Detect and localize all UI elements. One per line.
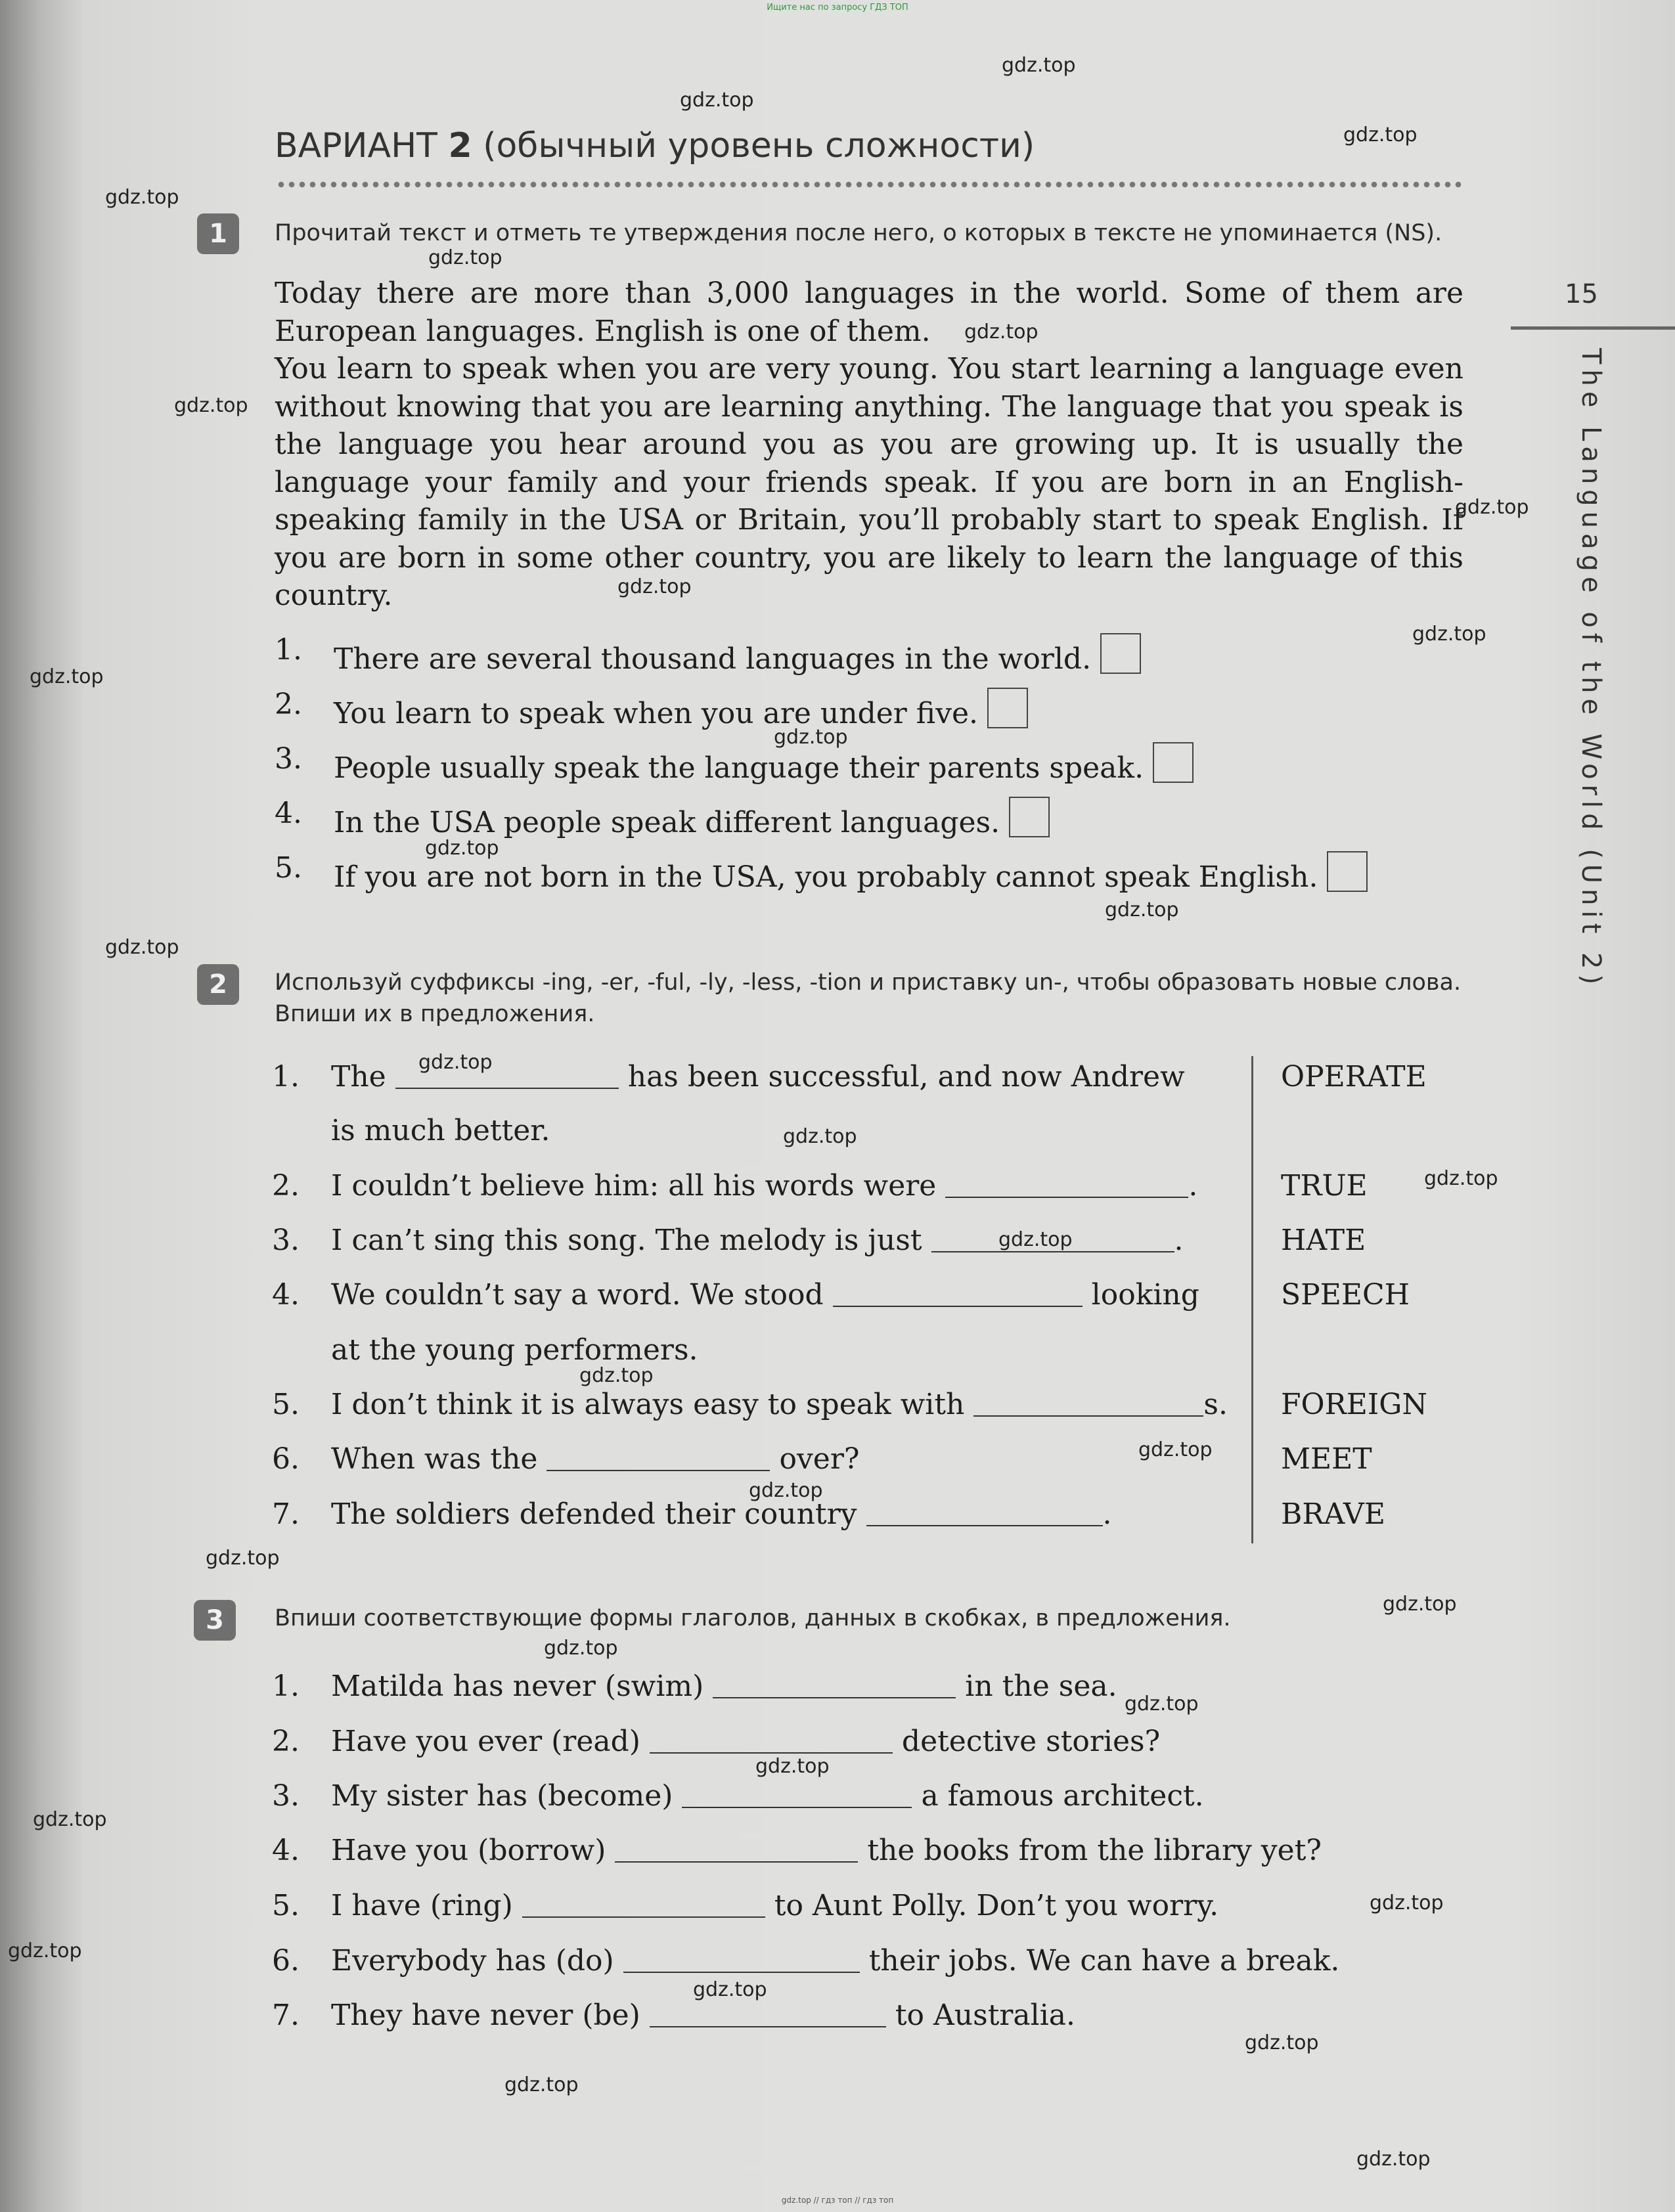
watermark: gdz.top (1370, 1891, 1444, 1914)
base-word: BRAVE (1281, 1497, 1385, 1531)
watermark: gdz.top (774, 726, 848, 749)
page-number: 15 (1565, 279, 1598, 309)
answer-blank[interactable] (650, 1726, 893, 1754)
answer-blank[interactable] (615, 1835, 858, 1863)
answer-blank[interactable] (973, 1389, 1203, 1417)
watermark: gdz.top (1356, 2148, 1431, 2171)
base-word: TRUE (1281, 1169, 1368, 1203)
watermark: gdz.top (105, 186, 179, 209)
watermark: gdz.top (174, 394, 248, 417)
base-word: HATE (1281, 1224, 1366, 1257)
base-word: MEET (1281, 1442, 1372, 1476)
watermark: gdz.top (8, 1939, 82, 1962)
task2-instruction: Используй суффиксы -ing, -er, -ful, -ly, -less, -tion и приставку un-, чтобы образовать новые слова. Впиши их в предложения. (275, 969, 1462, 1027)
watermark: gdz.top (755, 1755, 830, 1778)
ns-checkbox[interactable] (1153, 742, 1194, 783)
watermark: gdz.top (749, 1479, 823, 1502)
bottom-note: gdz.top // гдз топ // гдз топ (781, 2196, 894, 2205)
task3-badge: 3 (194, 1600, 236, 1641)
ns-checkbox[interactable] (1009, 797, 1050, 837)
word-column-divider (1251, 1056, 1253, 1543)
watermark: gdz.top (425, 837, 499, 860)
watermark: gdz.top (1383, 1593, 1457, 1616)
answer-blank[interactable] (623, 1945, 860, 1973)
watermark: gdz.top (783, 1125, 857, 1148)
watermark: gdz.top (428, 246, 502, 269)
task2-badge: 2 (197, 964, 239, 1005)
passage-paragraph: Today there are more than 3,000 languages in the world. Some of them are European languages. English is one of them. (275, 276, 1463, 348)
answer-blank[interactable] (650, 2000, 886, 2027)
task1-instruction: Прочитай текст и отметь те утверждения после него, о которых в тексте не упоминается (NS). (275, 220, 1442, 246)
answer-blank[interactable] (833, 1279, 1083, 1307)
watermark: gdz.top (1002, 54, 1076, 77)
side-divider (1511, 326, 1675, 330)
passage-paragraph: You learn to speak when you are very young. You start learning a language even without knowing that you are learning anything. The language that you speak is the language you hear around you as you are growing up. It is usually the language your family and your friends speak. If you are born in an English-speaking family in the USA or Britain, you’ll probably start to speak English. If you are born in some other country, you are likely to learn the language of this country. (275, 352, 1463, 612)
answer-blank[interactable] (713, 1671, 956, 1698)
top-note: Ищите нас по запросу ГДЗ ТОП (767, 3, 908, 12)
ns-checkbox[interactable] (1327, 851, 1368, 892)
side-unit-title: The Language of the World (Unit 2) (1576, 348, 1606, 990)
base-word: SPEECH (1281, 1278, 1410, 1312)
reading-passage (275, 275, 1463, 615)
watermark: gdz.top (418, 1051, 493, 1074)
answer-blank[interactable] (547, 1444, 770, 1471)
task1-badge: 1 (197, 213, 239, 254)
answer-blank[interactable] (522, 1890, 765, 1918)
watermark: gdz.top (105, 936, 179, 959)
ns-checkbox[interactable] (1100, 633, 1141, 674)
watermark: gdz.top (1138, 1438, 1213, 1461)
task3-instruction: Впиши соответствующие формы глаголов, данных в скобках, в предложения. (275, 1605, 1231, 1631)
answer-blank[interactable] (945, 1170, 1188, 1198)
answer-blank[interactable] (866, 1499, 1103, 1526)
watermark: gdz.top (544, 1637, 618, 1660)
base-word: FOREIGN (1281, 1388, 1427, 1421)
watermark: gdz.top (1343, 123, 1418, 146)
watermark: gdz.top (30, 665, 104, 688)
dotted-divider (276, 181, 1462, 188)
watermark: gdz.top (964, 321, 1038, 343)
ns-checkbox[interactable] (987, 688, 1028, 728)
answer-blank[interactable] (682, 1781, 912, 1808)
variant-label: ВАРИАНТ (275, 126, 437, 166)
watermark: gdz.top (1424, 1167, 1498, 1190)
watermark: gdz.top (998, 1228, 1073, 1251)
watermark: gdz.top (504, 2073, 579, 2096)
watermark: gdz.top (33, 1808, 107, 1831)
watermark: gdz.top (206, 1547, 280, 1570)
watermark: gdz.top (693, 1978, 767, 2001)
watermark: gdz.top (617, 575, 692, 598)
base-word: OPERATE (1281, 1060, 1427, 1094)
variant-title (275, 126, 1035, 166)
variant-number: 2 (448, 126, 472, 166)
variant-level: (обычный уровень сложности) (483, 126, 1035, 166)
watermark: gdz.top (1455, 496, 1529, 519)
watermark: gdz.top (1245, 2031, 1319, 2054)
watermark: gdz.top (1125, 1692, 1199, 1715)
watermark: gdz.top (579, 1364, 654, 1387)
watermark: gdz.top (1105, 898, 1179, 921)
watermark: gdz.top (680, 89, 754, 112)
watermark: gdz.top (1412, 623, 1486, 646)
